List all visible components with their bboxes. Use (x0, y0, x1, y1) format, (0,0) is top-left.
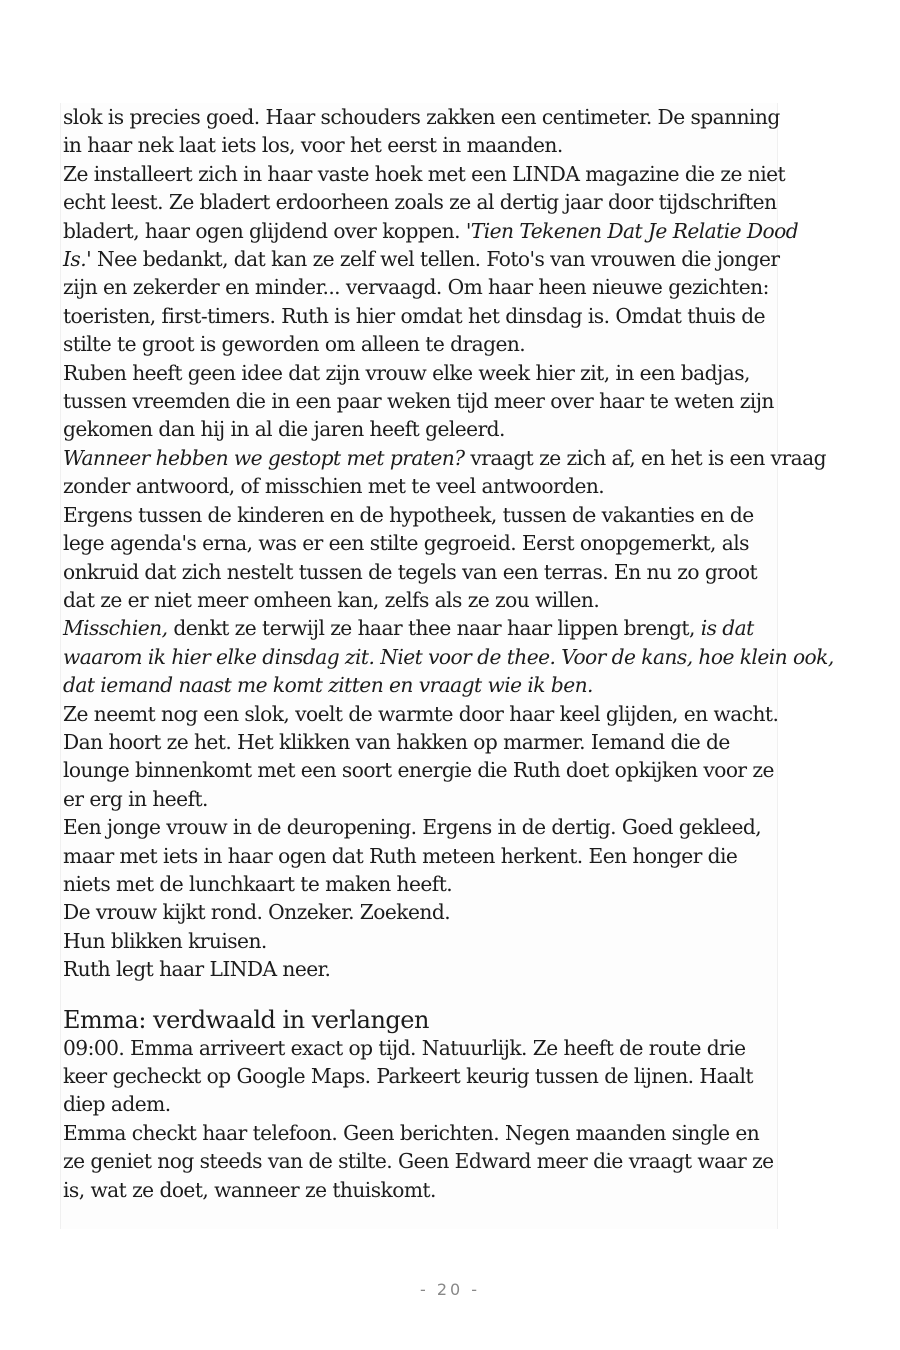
text-segment: ze geniet nog steeds van de stilte. Geen Edward meer die vraagt waar ze (63, 1149, 774, 1174)
text-segment: Ergens tussen de kinderen en de hypotheek, tussen de vakanties en de (63, 502, 754, 527)
text-segment: Ze neemt nog een slok, voelt de warmte door haar keel glijden, en wacht. (63, 701, 779, 726)
paragraph (63, 927, 777, 955)
text-segment: lege agenda's erna, was er een stilte gegroeid. Eerst onopgemerkt, als (63, 531, 749, 556)
paragraph (63, 444, 826, 501)
text-line (63, 614, 777, 642)
text-segment: echt leest. Ze bladert erdoorheen zoals ze al dertig jaar door tijdschriften (63, 190, 777, 215)
text-segment: vraagt ze zich af, en het is een vraag (464, 445, 826, 470)
paragraph (63, 1034, 777, 1119)
text-line (63, 302, 777, 330)
text-segment: Dan hoort ze het. Het klikken van hakken op marmer. Iemand die de (63, 729, 730, 754)
text-line (63, 359, 777, 387)
page-number: - 20 - (419, 1280, 481, 1299)
text-line (63, 1147, 777, 1175)
text-line (63, 131, 777, 159)
text-line (63, 898, 777, 926)
text-segment: Emma checkt haar telefoon. Geen berichten. Negen maanden single en (63, 1120, 760, 1145)
text-line (63, 558, 777, 586)
paragraph (63, 1119, 777, 1204)
italic-text: Wanneer hebben we gestopt met praten? (63, 445, 465, 470)
paragraph (63, 955, 777, 983)
text-segment: niets met de lunchkaart te maken heeft. (63, 871, 453, 896)
text-line (63, 472, 777, 500)
text-segment: zijn en zekerder en minder... vervaagd. Om haar heen nieuwe gezichten: (63, 275, 769, 300)
italic-text: Misschien, (63, 616, 168, 641)
text-segment: toeristen, first-timers. Ruth is hier omdat het dinsdag is. Omdat thuis de (63, 303, 766, 328)
section-text (63, 1034, 777, 1204)
italic-text: Is.' (63, 247, 92, 272)
text-block (60, 103, 834, 1229)
text-line (63, 1062, 777, 1090)
text-line (63, 330, 777, 358)
paragraph (63, 501, 777, 615)
paragraph (63, 614, 834, 699)
text-line (63, 756, 777, 784)
text-line (63, 785, 777, 813)
text-segment: dat ze er niet meer omheen kan, zelfs als ze zou willen. (63, 587, 600, 612)
text-segment: tussen vreemden die in een paar weken tijd meer over haar te weten zijn (63, 389, 774, 414)
paragraph (63, 898, 777, 926)
text-line (63, 643, 834, 671)
paragraph (63, 359, 777, 444)
text-line (63, 188, 777, 216)
text-segment: denkt ze terwijl ze haar thee naar haar lippen brengt, (167, 616, 701, 641)
text-segment: 09:00. Emma arriveert exact op tijd. Natuurlijk. Ze heeft de route drie (63, 1035, 746, 1060)
text-segment: keer gecheckt op Google Maps. Parkeert keurig tussen de lijnen. Haalt (63, 1064, 753, 1088)
text-line (63, 529, 777, 557)
text-segment: diep adem. (63, 1092, 171, 1117)
text-line (63, 1176, 777, 1204)
text-line (63, 955, 777, 983)
text-segment: Een jonge vrouw in de deuropening. Ergens in de dertig. Goed gekleed, (63, 815, 762, 840)
text-line (63, 217, 799, 245)
text-line (63, 586, 777, 614)
text-line (63, 671, 777, 699)
text-segment: Ze installeert zich in haar vaste hoek met een LINDA magazine die ze niet (63, 161, 786, 186)
text-line (63, 728, 777, 756)
text-segment: slok is precies goed. Haar schouders zakken een centimeter. De spanning (63, 105, 780, 129)
italic-text: waarom ik hier elke dinsdag zit. Niet voor de thee. Voor de kans, hoe klein ook, (63, 644, 834, 669)
text-line (63, 415, 777, 443)
paragraph (63, 813, 777, 898)
paragraph (63, 103, 780, 160)
text-line (63, 160, 786, 188)
text-line (63, 501, 777, 529)
italic-text: 'Tien Tekenen Dat Je Relatie Dood (465, 218, 799, 243)
text-line (63, 444, 826, 472)
section-heading: Emma: verdwaald in verlangen (63, 1005, 429, 1034)
text-line (63, 273, 777, 301)
text-segment: er erg in heeft. (63, 786, 208, 811)
text-line (63, 1034, 777, 1062)
text-segment: stilte te groot is geworden om alleen te dragen. (63, 332, 526, 357)
paragraph (63, 160, 799, 359)
story-text (63, 103, 834, 984)
text-segment: gekomen dan hij in al die jaren heeft geleerd. (63, 417, 505, 442)
text-segment: lounge binnenkomt met een soort energie die Ruth doet opkijken voor ze (63, 758, 774, 783)
text-segment: Ruth legt haar LINDA neer. (63, 957, 331, 982)
text-line (63, 842, 777, 870)
text-line (63, 245, 780, 273)
text-segment: Hun blikken kruisen. (63, 928, 267, 953)
text-segment: in haar nek laat iets los, voor het eerst in maanden. (63, 133, 563, 158)
text-segment: Nee bedankt, dat kan ze zelf wel tellen. Foto's van vrouwen die jonger (91, 247, 780, 272)
text-segment: is, wat ze doet, wanneer ze thuiskomt. (63, 1177, 436, 1202)
italic-text: is dat (700, 616, 754, 641)
text-line (63, 700, 777, 728)
text-segment: Ruben heeft geen idee dat zijn vrouw elke week hier zit, in een badjas, (63, 360, 750, 385)
text-line (63, 387, 777, 415)
text-line (63, 870, 777, 898)
text-segment: maar met iets in haar ogen dat Ruth meteen herkent. Een honger die (63, 843, 738, 868)
text-segment: zonder antwoord, of misschien met te veel antwoorden. (63, 474, 605, 499)
text-line (63, 813, 777, 841)
text-line (63, 1090, 777, 1118)
paragraph (63, 700, 777, 814)
italic-text: dat iemand naast me komt zitten en vraagt wie ik ben. (63, 673, 593, 698)
text-segment: bladert, haar ogen glijdend over koppen. (63, 218, 466, 243)
text-line (63, 103, 780, 131)
text-line (63, 927, 777, 955)
text-segment: onkruid dat zich nestelt tussen de tegels van een terras. En nu zo groot (63, 559, 758, 584)
text-segment: De vrouw kijkt rond. Onzeker. Zoekend. (63, 900, 451, 925)
text-line (63, 1119, 777, 1147)
